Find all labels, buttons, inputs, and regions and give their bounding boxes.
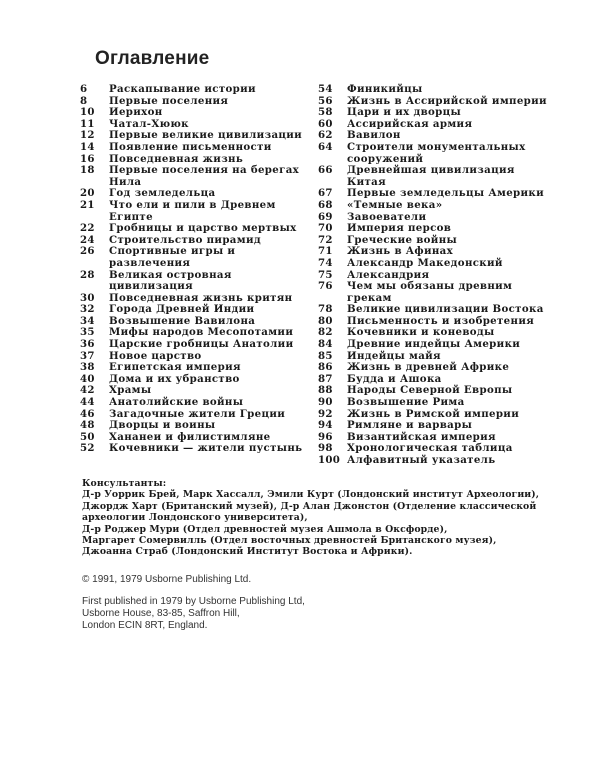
toc-entry-title: Появление письменности [109,140,272,153]
toc-page-number: 90 [318,396,333,409]
toc-page-number: 94 [318,419,333,432]
toc-page-number: 67 [318,187,333,200]
toc-page-number: 64 [318,140,333,153]
toc-entry-title: Древнейшая цивилизация Китая [347,164,515,188]
toc-page-number: 86 [318,361,333,374]
toc-entry-title: Завоеватели [347,210,427,223]
toc-page-number: 76 [318,280,333,293]
toc-entry-title: Алфавитный указатель [347,454,496,466]
toc-entry-title: Великие цивилизации Востока [347,303,544,316]
toc-entry-title: Раскапывание истории [109,83,256,95]
toc-entry [318,200,548,212]
toc-entry [80,270,305,293]
toc-entry-title: Строители монументальных сооружений [347,140,526,165]
toc-entry-title: Финикийцы [347,83,423,95]
toc-entry-title: Цари и их дворцы [347,106,462,119]
toc-page-number: 22 [80,222,95,235]
toc-page-number: 52 [80,442,95,455]
toc-page-number: 42 [80,384,95,397]
toc-entry [318,339,548,351]
toc-page-number: 6 [80,83,88,95]
copyright-notice: © 1991, 1979 Usborne Publishing Ltd. [82,574,252,585]
toc-page-number: 44 [80,396,95,409]
toc-entry [318,165,548,188]
toc-entry [80,84,305,96]
toc-page-number: 36 [80,338,95,351]
toc-page-number: 85 [318,349,333,362]
toc-entry-title: Гробницы и царство мертвых [109,222,297,235]
toc-page-number: 54 [318,83,333,95]
page-title: Оглавление [95,48,210,69]
consultant-line: Маргарет Сомервилль (Отдел восточных древностей Британского музея), [82,535,497,547]
toc-page-number: 70 [318,222,333,235]
toc-page-number: 58 [318,106,333,119]
toc-page-number: 12 [80,129,95,142]
toc-page-number: 35 [80,326,95,339]
toc-page-number: 24 [80,233,95,246]
toc-entry-title: Возвышение Рима [347,396,465,409]
toc-entry-title: Будда и Ашока [347,372,442,385]
toc-entry-title: Храмы [109,384,152,397]
toc-entry-title: Чатал-Хююк [109,117,189,130]
toc-page-number: 8 [80,94,88,107]
consultant-line: Джордж Харт (Британский музей), Д-р Алан Джонстон (Отделение классической [82,500,537,512]
toc-page-number: 78 [318,303,333,316]
toc-page-number: 88 [318,384,333,397]
toc-page-number: 74 [318,256,333,269]
publisher-line: London ECIN 8RT, England. [82,620,208,631]
toc-entry [80,397,305,409]
toc-page-number: 16 [80,152,95,165]
publisher-info [82,596,305,632]
toc-entry-title: Жизнь в Ассирийской империи [347,94,547,107]
toc-page-number: 75 [318,268,333,281]
toc-entry-title: Анатолийские войны [109,396,244,409]
toc-entry-title: Строительство пирамид [109,233,262,246]
toc-page-number: 92 [318,407,333,420]
toc-entry-title: Народы Северной Европы [347,384,513,397]
toc-page-number: 60 [318,117,333,130]
toc-page-number: 14 [80,140,95,153]
toc-entry-title: Царские гробницы Анатолии [109,338,294,351]
toc-entry [80,223,305,235]
toc-entry-title: Повседневная жизнь [109,152,244,165]
toc-entry-title: Письменность и изобретения [347,314,535,327]
toc-entry-title: Первые земледельцы Америки [347,187,545,200]
toc-entry [318,223,548,235]
toc-entry [80,339,305,351]
publisher-line: First published in 1979 by Usborne Publishing Ltd, [82,596,305,607]
toc-entry-title: Первые поселения [109,94,229,107]
toc-page-number: 11 [80,117,95,130]
toc-entry-title: Возвышение Вавилона [109,314,256,327]
toc-entry-title: Дворцы и воины [109,419,216,432]
toc-entry-title: Что ели и пили в Древнем Египте [109,198,276,223]
consultant-line: Д-р Роджер Мури (Отдел древностей музея Ашмола в Оксфорде), [82,523,448,535]
toc-page-number: 72 [318,233,333,246]
toc-entry-title: Иерихон [109,106,163,119]
toc-entry-title: Загадочные жители Греции [109,407,286,420]
toc-left-column [80,84,305,455]
toc-page-number: 40 [80,372,95,385]
toc-page-number: 34 [80,314,95,327]
toc-entry-title: Империя персов [347,222,452,235]
toc-page-number: 21 [80,198,95,211]
toc-entry-title: Великая островная цивилизация [109,268,232,293]
toc-entry-title: Жизнь в Римской империи [347,407,520,420]
toc-entry-title: Хронологическая таблица [347,442,513,455]
toc-entry [80,200,305,223]
toc-entry [80,165,305,188]
toc-entry-title: Индейцы майя [347,349,441,362]
toc-page-number: 68 [318,198,333,211]
toc-page-number: 46 [80,407,95,420]
toc-page-number: 48 [80,419,95,432]
toc-entry [80,142,305,154]
toc-page-number: 18 [80,164,95,177]
toc-page-number: 69 [318,210,333,223]
toc-entry [318,258,548,270]
toc-page-number: 80 [318,314,333,327]
toc-page-number: 71 [318,245,333,258]
toc-entry-title: Первые великие цивилизации [109,129,303,142]
toc-entry-title: Жизнь в древней Африке [347,361,510,374]
toc-entry-title: Греческие войны [347,233,458,246]
toc-entry-title: Жизнь в Афинах [347,245,454,258]
toc-page-number: 82 [318,326,333,339]
publisher-line: Usborne House, 83-85, Saffron Hill, [82,608,240,619]
toc-page-number: 10 [80,106,95,119]
toc-right-column [318,84,548,467]
toc-entry-title: Хананеи и филистимляне [109,430,271,443]
toc-page-number: 20 [80,187,95,200]
toc-page-number: 62 [318,129,333,142]
toc-entry-title: Римляне и варвары [347,419,473,432]
toc-entry-title: «Темные века» [347,198,443,211]
toc-entry-title: Чем мы обязаны древним грекам [347,280,513,304]
toc-entry [318,397,548,409]
toc-entry [318,142,548,165]
toc-page-number: 37 [80,349,95,362]
toc-page-number: 30 [80,291,95,304]
toc-entry-title: Год земледельца [109,187,216,200]
consultants-heading: Консультанты: [82,478,167,489]
toc-page-number: 50 [80,430,95,443]
toc-page-number: 32 [80,303,95,316]
consultant-line: Джоанна Страб (Лондонский Институт Востока и Африки). [82,546,413,558]
toc-entry [80,443,305,455]
toc-entry-title: Города Древней Индии [109,303,255,316]
toc-entry-title: Мифы народов Месопотамии [109,326,294,339]
toc-page-number: 96 [318,430,333,443]
toc-page-number: 38 [80,361,95,374]
toc-entry-title: Египетская империя [109,361,241,374]
toc-entry-title: Древние индейцы Америки [347,338,521,351]
toc-entry-title: Ассирийская армия [347,117,473,130]
toc-entry-title: Александр Македонский [347,256,503,269]
toc-entry [80,246,305,269]
toc-page-number: 28 [80,268,95,281]
toc-entry-title: Первые поселения на берегах Нила [109,164,300,188]
toc-page-number: 66 [318,164,333,177]
toc-page-number: 56 [318,94,333,107]
toc-entry [318,84,548,96]
toc-entry-title: Кочевники и коневоды [347,326,495,339]
toc-page-number: 84 [318,338,333,351]
toc-entry-title: Византийская империя [347,430,496,443]
toc-entry-title: Новое царство [109,349,202,362]
consultant-line: Д-р Уоррик Брей, Марк Хассалл, Эмили Курт (Лондонский институт Археологии), [82,489,540,501]
toc-entry [318,455,548,467]
toc-entry-title: Дома и их убранство [109,372,240,385]
toc-page-number: 100 [318,454,341,466]
toc-entry-title: Спортивные игры и развлечения [109,245,236,269]
consultant-line: археологии Лондонского университета), [82,512,308,524]
toc-entry-title: Вавилон [347,129,401,142]
toc-entry [318,281,548,304]
toc-page-number: 98 [318,442,333,455]
toc-entry-title: Кочевники — жители пустынь [109,442,303,455]
consultants-block [82,478,552,558]
toc-entry-title: Александрия [347,268,430,281]
toc-entry-title: Повседневная жизнь критян [109,291,293,304]
toc-page-number: 26 [80,245,95,258]
toc-page-number: 87 [318,372,333,385]
